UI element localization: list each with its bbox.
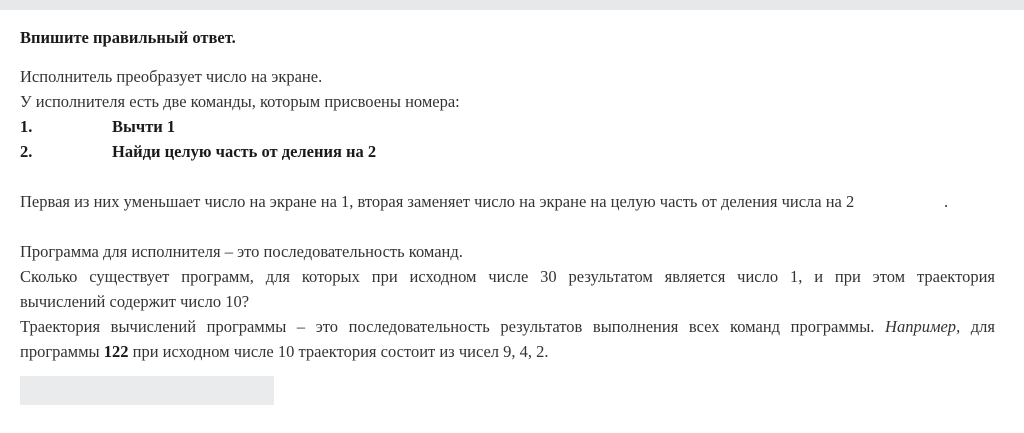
intro-text-1: Исполнитель преобразует число на экране. bbox=[20, 67, 323, 86]
answer-input[interactable] bbox=[20, 376, 274, 405]
trajectory-line-1 bbox=[20, 317, 995, 337]
trajectory-line-2 bbox=[20, 342, 549, 362]
trajectory-suffix: при исходном числе 10 траектория состоит из чисел 9, 4, 2. bbox=[132, 342, 549, 361]
command-number: 1. bbox=[20, 117, 33, 136]
command-label: Вычти 1 bbox=[112, 117, 176, 136]
top-bar bbox=[0, 0, 1024, 10]
question-line-1: Сколько существует программ, для которых при исходном числе 30 результатом является число 1, и при этом траектория bbox=[20, 267, 995, 286]
program-definition: Программа для исполнителя – это последовательность команд. bbox=[20, 242, 463, 261]
command-number: 2. bbox=[20, 142, 33, 161]
command-label: Найди целую часть от деления на 2 bbox=[112, 142, 377, 161]
intro-text-2: У исполнителя есть две команды, которым присвоены номера: bbox=[20, 92, 460, 111]
description-line bbox=[20, 192, 995, 212]
question-line-2: вычислений содержит число 10? bbox=[20, 292, 250, 311]
example-word: Например bbox=[885, 317, 957, 336]
program-example: 122 bbox=[103, 342, 129, 361]
trajectory-text: Траектория вычислений программы – это последовательность результатов выполнения всех команд программы. bbox=[20, 317, 875, 336]
trajectory-text-cont: , для bbox=[956, 317, 996, 336]
instruction-heading: Впишите правильный ответ. bbox=[20, 28, 236, 47]
trajectory-prefix: программы bbox=[20, 342, 100, 361]
description-text: Первая из них уменьшает число на экране на 1, вторая заменяет число на экране на целую часть от деления числа на 2 bbox=[20, 192, 855, 211]
description-end: . bbox=[944, 192, 949, 211]
